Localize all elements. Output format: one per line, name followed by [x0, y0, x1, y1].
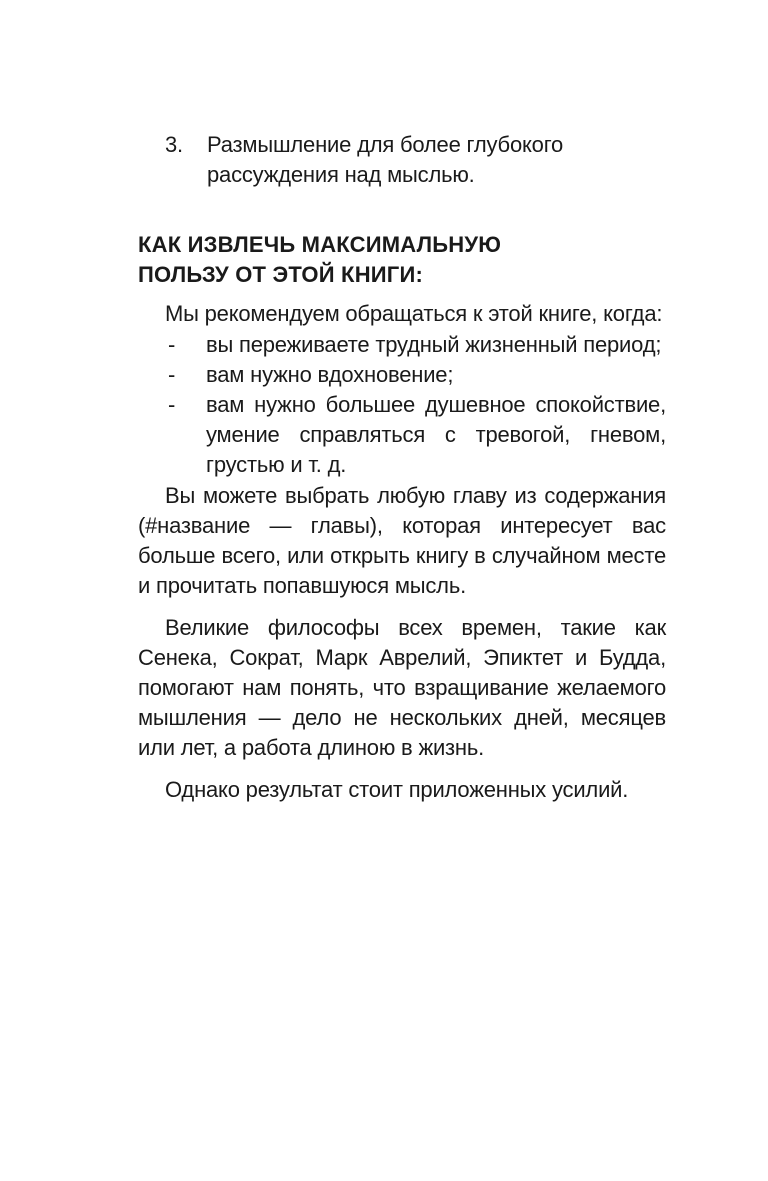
list-item-text: вы переживаете трудный жизненный период;	[206, 332, 662, 357]
paragraph: Великие философы всех времен, такие как Сенека, Сократ, Марк Аврелий, Эпиктет и Будда, помогают нам понять, что взращивание желаемого мышления — дело не нескольких дней, месяцев или лет, а работа длиною в жизнь.	[138, 615, 666, 760]
list-number: 3.	[165, 132, 183, 157]
dash-list	[138, 330, 666, 480]
list-item	[138, 330, 666, 360]
paragraph: Однако результат стоит приложенных усилий.	[165, 777, 629, 802]
section-heading	[138, 230, 638, 290]
dash-marker: -	[168, 332, 176, 357]
intro-text: Мы рекомендуем обращаться к этой книге, когда:	[165, 301, 663, 326]
dash-marker: -	[168, 362, 176, 387]
list-item-text: вам нужно вдохновение;	[206, 362, 454, 387]
body-paragraphs	[138, 481, 666, 817]
list-item	[138, 360, 666, 390]
list-item-text: Размышление для более глубокого рассуждения над мыслью.	[207, 132, 564, 187]
list-item-text: вам нужно большее душевное спокойствие, умение справляться с тревогой, гневом, грустью и т. д.	[206, 392, 666, 477]
list-item	[138, 390, 666, 480]
section-heading-line-2: ПОЛЬЗУ ОТ ЭТОЙ КНИГИ:	[138, 262, 424, 287]
dash-marker: -	[168, 392, 176, 417]
section-heading-line-1: КАК ИЗВЛЕЧЬ МАКСИМАЛЬНУЮ	[138, 232, 502, 257]
paragraph: Вы можете выбрать любую главу из содержания (#название — главы), которая интересует вас больше всего, или открыть книгу в случайном месте и прочитать попавшуюся мысль.	[138, 483, 666, 598]
